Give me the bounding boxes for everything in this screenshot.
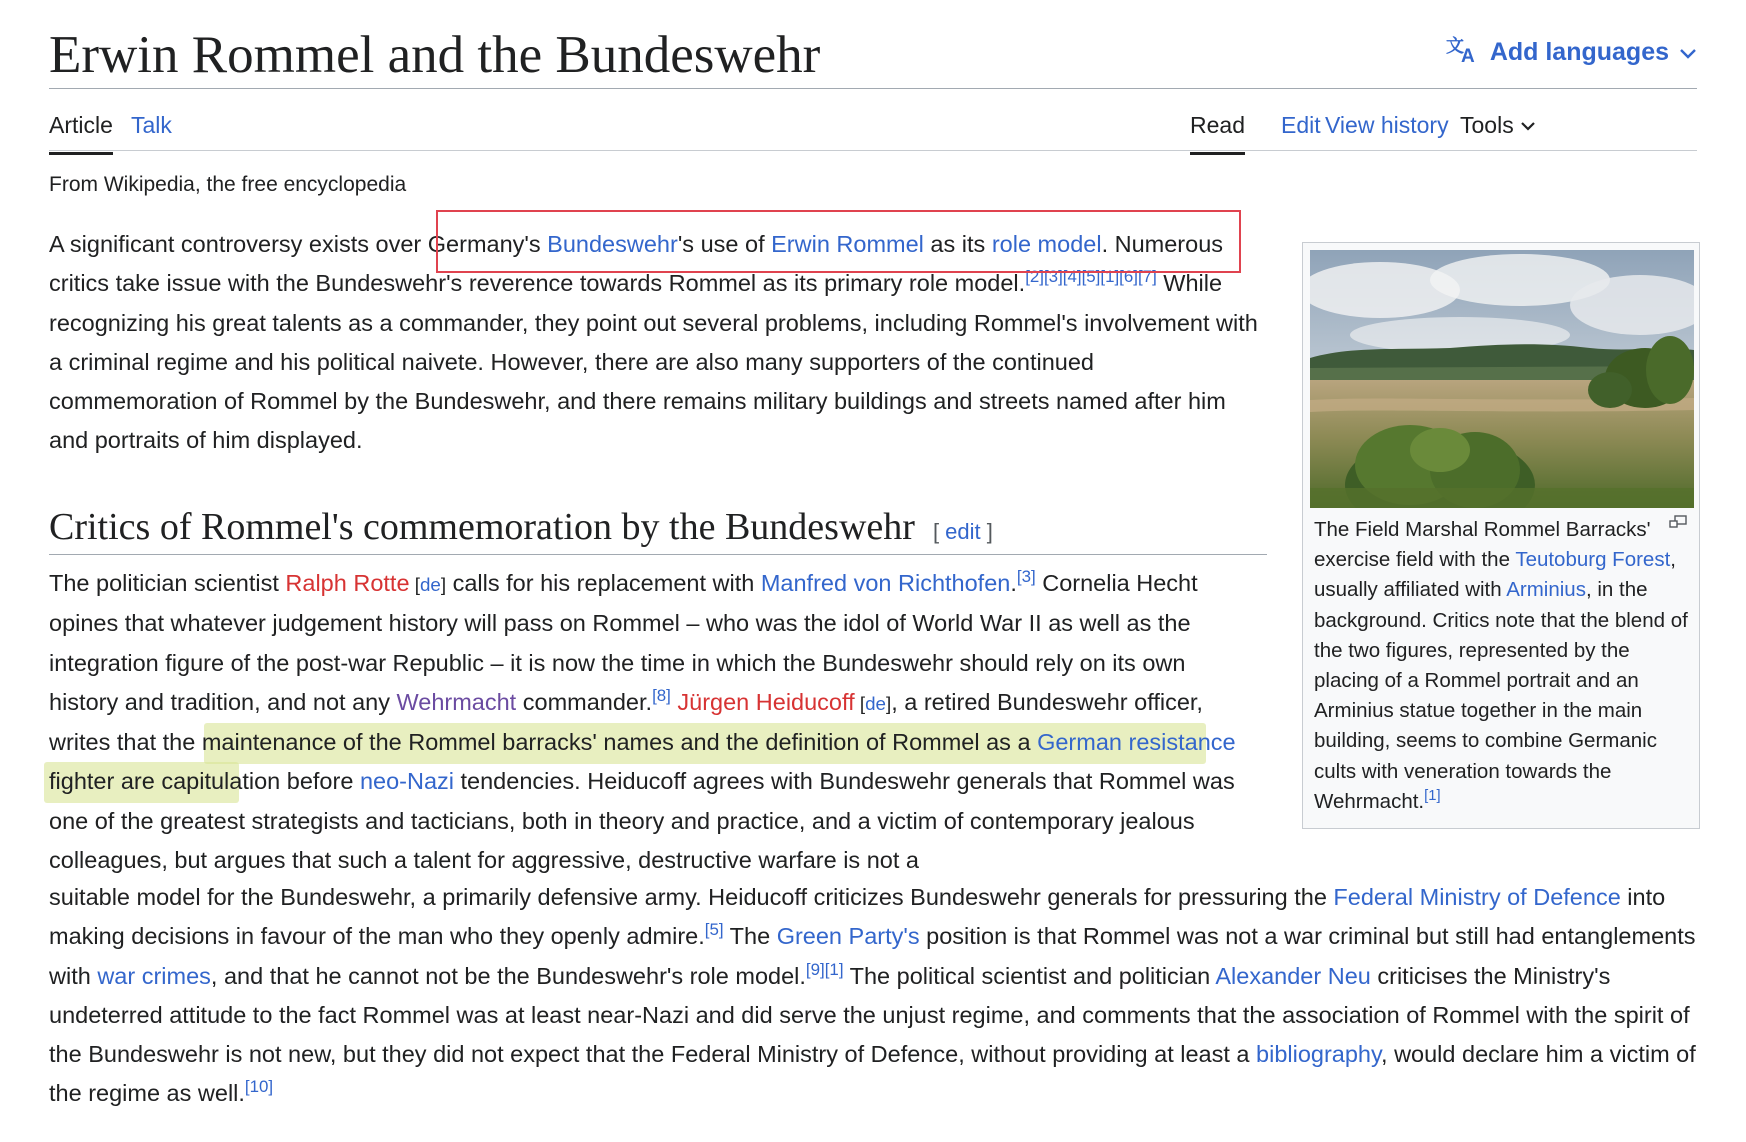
link-role-model[interactable]: role model: [991, 231, 1102, 257]
link-ralph-rotte[interactable]: Ralph Rotte: [285, 570, 410, 596]
text: [: [409, 574, 420, 595]
text: as its: [923, 231, 992, 257]
svg-text:文: 文: [1445, 35, 1464, 57]
text: The politician scientist: [49, 570, 286, 596]
section-edit-link[interactable]: edit: [945, 519, 981, 544]
text: ]: [980, 519, 993, 544]
interlanguage-de: [410, 574, 447, 595]
chevron-down-icon: [1679, 38, 1697, 67]
citation-ref[interactable]: [3]: [1016, 567, 1036, 587]
link-german-resistance[interactable]: German resistance: [1037, 729, 1236, 756]
text: , would declare him a victim of the regime as well.: [49, 1041, 1696, 1107]
highlighted-text: maintenance of the Rommel barracks' names and the definition of Rommel as a: [201, 729, 1038, 756]
text: . Numerous critics take issue with the Bundeswehr's reverence towards Rommel as its primary role model.: [49, 231, 1224, 297]
text: , a retired Bundeswehr officer, writes that the: [49, 688, 1203, 756]
link-alexander-neu[interactable]: Alexander Neu: [1215, 962, 1371, 989]
text: .: [1010, 570, 1017, 596]
section-heading: [49, 500, 1267, 555]
text: commander.: [516, 688, 653, 715]
text: While recognizing his great talents as a commander, they point out several problems, including Rommel's involvement with a criminal regime and his political naivete. However, there are also many supporters of the continued commemoration of Rommel by the Bundeswehr, and there remains military buildings and streets named after him and portraits of him displayed.: [49, 270, 1258, 454]
tools-menu[interactable]: [1460, 110, 1536, 140]
tabs-divider: [49, 150, 1697, 151]
link-bibliography[interactable]: bibliography: [1256, 1041, 1382, 1068]
translate-icon: [1446, 35, 1480, 70]
text: suitable model for the Bundeswehr, a primarily defensive army. Heiducoff criticizes Bundeswehr generals for pressuring the: [49, 884, 1334, 910]
title-divider: [49, 88, 1697, 89]
text: , in the background. Critics note that the blend of the two figures, represented by the placing of a Rommel portrait and an Arminius statue together in the main building, seems to combine Germanic cults with veneration towards the Wehrmacht.: [1314, 578, 1688, 813]
page-tabs: [49, 96, 1697, 151]
svg-text:A: A: [1460, 45, 1475, 63]
text: [: [932, 519, 946, 544]
section-edit: [933, 519, 993, 544]
link-jurgen-heiducoff[interactable]: Jürgen Heiducoff: [677, 688, 855, 715]
body-paragraph-continued: [49, 878, 1704, 1114]
body-paragraph: [49, 564, 1249, 880]
tab-read[interactable]: Read: [1190, 112, 1245, 138]
text: The: [723, 923, 777, 950]
text: tendencies. Heiducoff agrees with Bundeswehr generals that Rommel was one of the greatest strategists and tacticians, both in theory and practice, and a victim of contemporary jealous colleagues, but argues that such a talent for aggressive, destructive warfare is not a: [49, 768, 1235, 874]
link-teutoburg-forest[interactable]: Teutoburg Forest: [1515, 548, 1671, 572]
text: The Field Marshal Rommel Barracks' exercise field with the: [1314, 518, 1651, 572]
link-neo-nazi[interactable]: neo-Nazi: [359, 768, 454, 795]
tab-article[interactable]: Article: [49, 112, 113, 138]
tab-talk[interactable]: Talk: [131, 112, 172, 138]
link-war-crimes[interactable]: war crimes: [97, 962, 211, 989]
text: 's use of: [677, 231, 772, 257]
text: [: [854, 692, 866, 714]
citation-refs[interactable]: [9][1]: [805, 959, 844, 979]
text: , and that he cannot not be the Bundeswehr's role model.: [210, 962, 806, 989]
tab-view-history[interactable]: View history: [1325, 112, 1449, 138]
text: are capitulation before: [114, 768, 360, 795]
link-arminius[interactable]: Arminius: [1506, 578, 1586, 602]
citation-ref[interactable]: [1]: [1424, 788, 1441, 804]
text: ]: [440, 574, 447, 595]
interlanguage-de: [855, 693, 892, 714]
text: ]: [885, 692, 892, 714]
link-manfred-von-richthofen[interactable]: Manfred von Richthofen: [760, 570, 1011, 596]
image-infobox: [1302, 242, 1700, 829]
add-languages-label: Add languages: [1489, 37, 1669, 66]
chevron-down-icon: [1520, 112, 1536, 138]
text: , usually affiliated with: [1314, 548, 1676, 602]
text: calls for his replacement with: [446, 570, 761, 596]
text: The political scientist and politician: [843, 962, 1216, 989]
link-bundeswehr[interactable]: Bundeswehr: [547, 231, 678, 257]
text: position is that Rommel was not a war criminal but still had entanglements with: [49, 923, 1696, 989]
text: A significant controversy exists over Germany's: [49, 231, 548, 257]
annotation-box: [436, 210, 1241, 273]
page-title: Erwin Rommel and the Bundeswehr: [49, 26, 821, 84]
text: into making decisions in favour of the man who they openly admire.: [49, 884, 1666, 950]
link-de[interactable]: de: [865, 692, 886, 714]
link-green-party[interactable]: Green Party's: [776, 923, 920, 950]
citation-ref[interactable]: [10]: [244, 1077, 274, 1097]
link-wehrmacht[interactable]: Wehrmacht: [396, 688, 517, 715]
add-languages-button[interactable]: [1446, 36, 1697, 68]
citation-ref[interactable]: [5]: [704, 920, 724, 940]
citation-refs[interactable]: [2][3][4][5][1][6][7]: [1025, 267, 1157, 287]
tab-edit[interactable]: Edit: [1281, 112, 1321, 138]
text: Cornelia Hecht opines that whatever judgement history will pass on Rommel – who was the idol of World War II as well as the integration figure of the post-war Republic – it is now the time in which the Bundeswehr should rely on its own history and tradition, and not any: [49, 570, 1198, 715]
field-photo[interactable]: [1310, 250, 1694, 508]
section-title: Critics of Rommel's commemoration by the Bundeswehr: [49, 506, 915, 548]
image-caption: [1314, 515, 1692, 817]
site-tagline: From Wikipedia, the free encyclopedia: [49, 173, 407, 196]
link-de[interactable]: de: [419, 574, 441, 595]
citation-ref[interactable]: [8]: [652, 686, 671, 706]
text: criticises the Ministry's undeterred attitude to the fact Rommel was at least near-Nazi and did serve the unjust regime, and comments that the association of Rommel with the spirit of the Bundeswehr is not new, but they did not expect that the Federal Ministry of Defence, without providing at least a: [49, 962, 1690, 1068]
tools-label: Tools: [1460, 112, 1514, 138]
link-federal-ministry-of-defence[interactable]: Federal Ministry of Defence: [1333, 884, 1621, 910]
link-erwin-rommel[interactable]: Erwin Rommel: [771, 231, 924, 257]
highlighted-text: fighter: [49, 768, 115, 795]
